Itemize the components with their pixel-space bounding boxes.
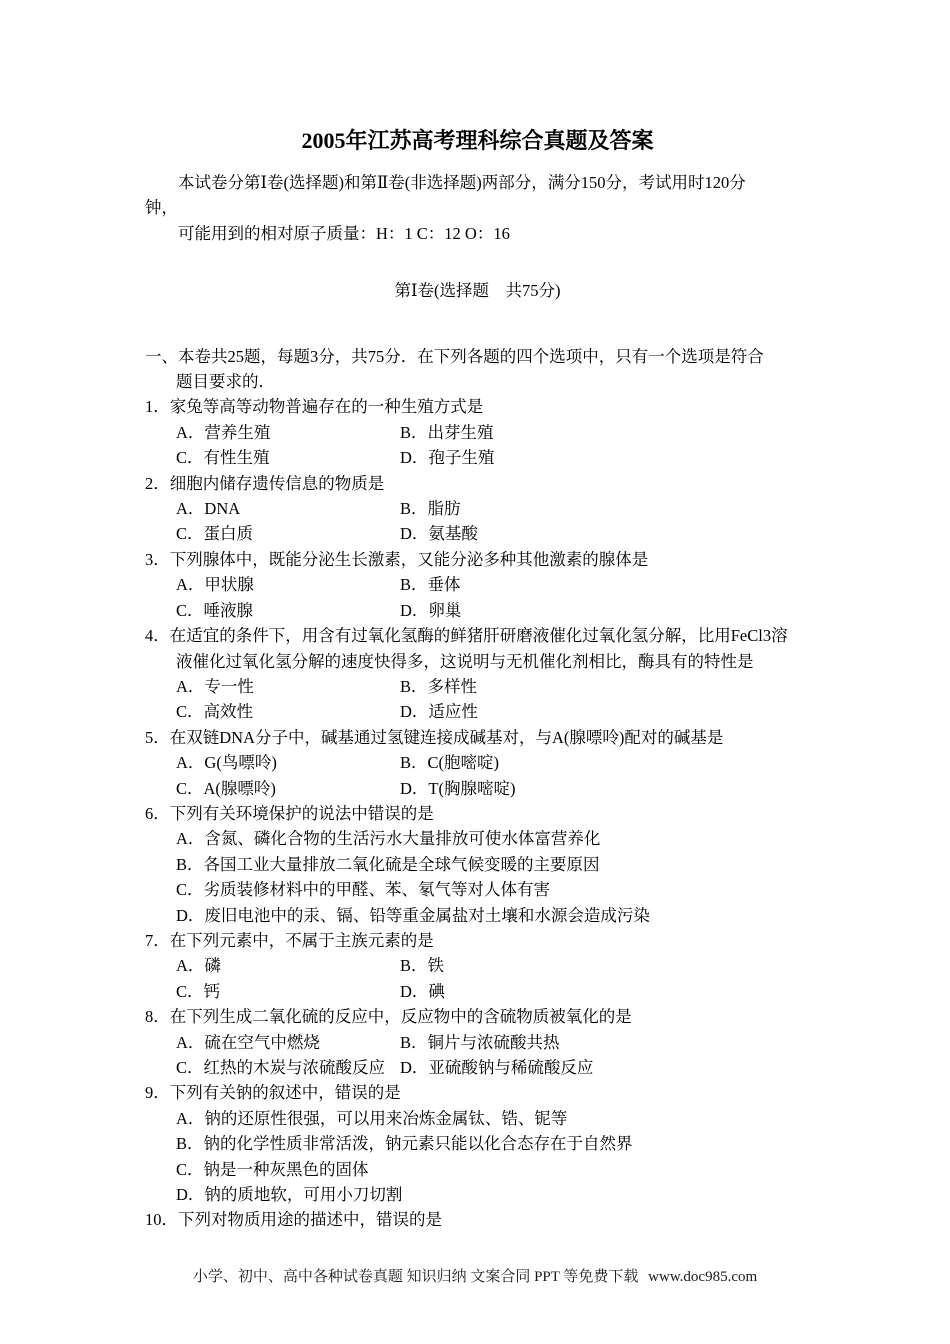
option: B．出芽生殖 — [400, 422, 494, 442]
option: D．T(胸腺嘧啶) — [400, 778, 516, 798]
option: B．垂体 — [400, 575, 461, 595]
option: C．A(腺嘌呤) — [176, 778, 276, 798]
question-stem-text: 家兔等高等动物普遍存在的一种生殖方式是 — [169, 397, 484, 417]
question-stem-line — [145, 1207, 810, 1232]
option-row — [145, 598, 810, 623]
footer-url: www.doc985.com — [648, 1269, 758, 1285]
question-number: 7． — [145, 930, 170, 950]
option: A．专一性 — [176, 676, 254, 696]
question-stem-line — [145, 1080, 810, 1105]
option: D．亚硫酸钠与稀硫酸反应 — [400, 1058, 594, 1077]
option-row — [145, 877, 810, 902]
option: A．DNA — [176, 499, 241, 519]
document-title: 2005年江苏高考理科综合真题及答案 — [301, 128, 654, 153]
question-4 — [145, 623, 810, 725]
question-stem-text: 在适宜的条件下，用含有过氧化氢酶的鲜猪肝研磨液催化过氧化氢分解，比用FeCl3溶 — [169, 626, 788, 646]
option: B．钠的化学性质非常活泼，钠元素只能以化合态存在于自然界 — [176, 1134, 633, 1154]
question-stem-line — [145, 801, 810, 826]
option: D．钠的质地软，可用小刀切割 — [176, 1185, 403, 1205]
question-stem-line — [145, 1004, 810, 1029]
option-row — [145, 1182, 810, 1207]
question-stem-text: 在下列元素中，不属于主族元素的是 — [169, 930, 434, 950]
question-stem-text: 下列有关环境保护的说法中错误的是 — [169, 803, 434, 823]
question-stem-line — [145, 547, 810, 572]
option: B．铁 — [400, 956, 445, 976]
question-number: 10． — [145, 1210, 178, 1230]
question-stem-line — [145, 725, 810, 750]
option-row — [145, 699, 810, 724]
option: B．脂肪 — [400, 499, 461, 519]
question-2 — [145, 471, 810, 547]
option: A．磷 — [176, 956, 221, 976]
footer — [0, 1265, 950, 1286]
option: B．C(胞嘧啶) — [400, 753, 499, 773]
option: A．营养生殖 — [176, 422, 271, 442]
option-row — [145, 496, 810, 521]
option: D．卵巢 — [400, 600, 462, 620]
question-stem-text: 下列对物质用途的描述中，错误的是 — [178, 1210, 442, 1230]
option: C．有性生殖 — [176, 448, 270, 468]
question-number: 6． — [145, 803, 170, 823]
question-stem-line — [145, 623, 810, 648]
option-row — [145, 903, 810, 928]
option: B．铜片与浓硫酸共热 — [400, 1032, 560, 1052]
option-row — [145, 1106, 810, 1131]
option-row — [145, 1157, 810, 1182]
option: B．各国工业大量排放二氧化硫是全球气候变暖的主要原因 — [176, 854, 600, 874]
option: C．高效性 — [176, 702, 254, 722]
question-stem-line — [145, 394, 810, 419]
question-9 — [145, 1080, 810, 1207]
option-row — [145, 1030, 810, 1055]
question-10 — [145, 1207, 810, 1232]
question-6 — [145, 801, 810, 928]
intro-line-3: 可能用到的相对原子质量：H：1 C：12 O：16 — [178, 223, 510, 243]
question-5 — [145, 725, 810, 801]
option-row — [145, 572, 810, 597]
question-7 — [145, 928, 810, 1004]
question-stem-line — [145, 471, 810, 496]
instruction-paragraph — [145, 344, 810, 395]
question-3 — [145, 547, 810, 623]
question-stem-text: 下列有关钠的叙述中，错误的是 — [169, 1083, 401, 1103]
question-stem-text: 下列腺体中，既能分泌生长激素，又能分泌多种其他激素的腺体是 — [169, 549, 649, 569]
option-row — [145, 1055, 810, 1080]
option-row — [145, 776, 810, 801]
option-row — [145, 979, 810, 1004]
question-1 — [145, 394, 810, 470]
option: A．G(鸟嘌呤) — [176, 753, 277, 773]
question-stem-text: 在双链DNA分子中，碱基通过氢键连接成碱基对，与A(腺嘌呤)配对的碱基是 — [169, 727, 724, 747]
question-number: 2． — [145, 473, 170, 493]
option-row — [145, 826, 810, 851]
intro-line-1: 本试卷分第Ⅰ卷(选择题)和第Ⅱ卷(非选择题)两部分，满分150分，考试用时120分 — [178, 173, 746, 192]
option: C．红热的木炭与浓硫酸反应 — [176, 1058, 386, 1077]
option: C．劣质装修材料中的甲醛、苯、氡气等对人体有害 — [176, 880, 551, 900]
question-stem-text: 在下列生成二氧化硫的反应中，反应物中的含硫物质被氧化的是 — [169, 1007, 632, 1027]
option-row — [145, 674, 810, 699]
option: B．多样性 — [400, 676, 478, 696]
question-number: 5． — [145, 727, 170, 747]
question-8 — [145, 1004, 810, 1080]
question-list — [145, 394, 810, 1232]
option-row — [145, 953, 810, 978]
question-stem-line — [145, 928, 810, 953]
option: A．钠的还原性很强，可以用来冶炼金属钛、锆、铌等 — [176, 1108, 568, 1128]
option-row — [145, 750, 810, 775]
option-row — [145, 445, 810, 470]
question-stem-text: 细胞内储存遗传信息的物质是 — [169, 473, 385, 493]
option: C．钙 — [176, 981, 221, 1001]
option: D．氨基酸 — [400, 524, 478, 544]
option: A．硫在空气中燃烧 — [176, 1032, 320, 1052]
intro-paragraph — [145, 170, 810, 246]
option-row — [145, 852, 810, 877]
question-number: 8． — [145, 1007, 170, 1027]
instruction-line-2: 题目要求的． — [176, 372, 275, 392]
option: C．唾液腺 — [176, 600, 254, 620]
option: D．废旧电池中的汞、镉、铅等重金属盐对土壤和水源会造成污染 — [176, 905, 650, 925]
option: A．甲状腺 — [176, 575, 254, 595]
question-number: 9． — [145, 1083, 170, 1103]
option: D．适应性 — [400, 702, 478, 722]
option: A．含氮、磷化合物的生活污水大量排放可使水体富营养化 — [176, 829, 601, 849]
option-row — [145, 1131, 810, 1156]
instruction-line-1: 一、本卷共25题，每题3分，共75分．在下列各题的四个选项中，只有一个选项是符合 — [145, 346, 764, 366]
question-number: 4． — [145, 626, 170, 646]
question-stem-line: 液催化过氧化氢分解的速度快得多，这说明与无机催化剂相比，酶具有的特性是 — [176, 651, 754, 671]
question-number: 3． — [145, 549, 170, 569]
intro-line-2: 钟， — [145, 198, 178, 218]
footer-text: 小学、初中、高中各种试卷真题 知识归纳 文案合同 PPT 等免费下载 — [192, 1269, 639, 1285]
option: D．碘 — [400, 981, 445, 1001]
question-number: 1． — [145, 397, 170, 417]
section-header: 第Ⅰ卷(选择题 共75分) — [394, 281, 561, 301]
option: C．蛋白质 — [176, 524, 254, 544]
option-row — [145, 521, 810, 546]
option: D．孢子生殖 — [400, 448, 495, 468]
option: C．钠是一种灰黑色的固体 — [176, 1159, 369, 1179]
option-row — [145, 420, 810, 445]
